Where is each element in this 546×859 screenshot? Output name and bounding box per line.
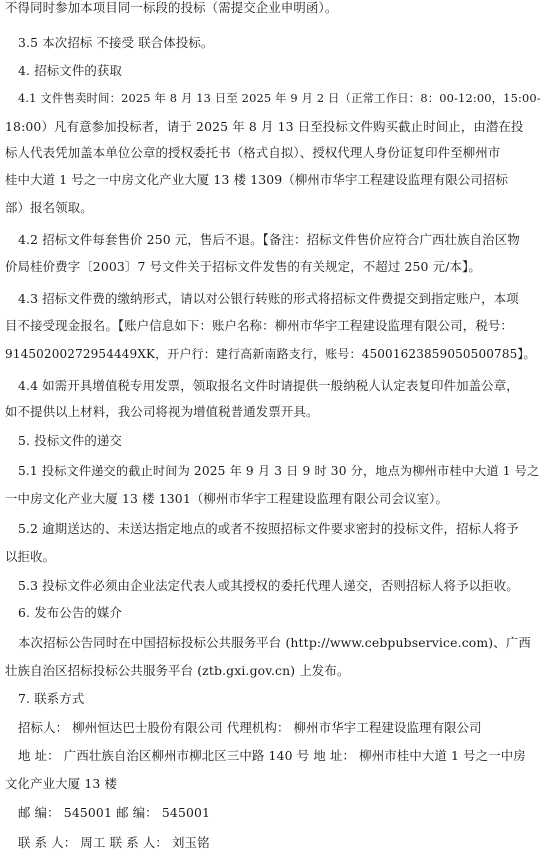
section-heading: 6. 发布公告的媒介	[18, 605, 122, 620]
text-line: 4.3 招标文件费的缴纳形式，请以对公银行转账的形式将招标文件费提交到指定账户，本项	[18, 291, 519, 306]
contact-row: 邮 编： 545001 邮 编： 545001	[18, 805, 211, 820]
text-line: 标人代表凭加盖本单位公章的授权委托书（格式自拟）、授权代理人身份证复印件至柳州市	[5, 145, 501, 160]
text-line: 部）报名领取。	[5, 200, 93, 215]
text-line: 如不提供以上材料，我公司将视为增值税普通发票开具。	[5, 404, 319, 419]
text-line: 以拒收。	[5, 549, 56, 564]
text-line: 本次招标公告同时在中国招标投标公共服务平台 (http://www.cebpubservice.com)、广西	[18, 635, 531, 650]
text-line: 91450200272954449XK，开户行：建行高新南路支行，账号：45001623859050500785】。	[5, 347, 536, 361]
contact-row: 地 址： 广西壮族自治区柳州市柳北区三中路 140 号 地 址： 柳州市桂中大道 1 号之一中房	[18, 748, 526, 763]
contact-row: 联 系 人： 周工 联 系 人： 刘玉铭	[18, 835, 210, 850]
section-heading: 3.5 本次招标 不接受 联合体投标。	[18, 35, 214, 50]
text-line: 价局桂价费字〔2003〕7 号文件关于招标文件发售的有关规定，不超过 250 元/本】。	[5, 259, 481, 274]
text-line: 5.2 逾期送达的、未送达指定地点的或者不按照招标文件要求密封的投标文件，招标人将予	[18, 521, 519, 536]
section-heading: 5. 投标文件的递交	[18, 433, 122, 448]
text-line: 目不接受现金报名。【账户信息如下：账户名称：柳州市华宇工程建设监理有限公司，税号：	[5, 318, 513, 333]
text-line: 4.1 文件售卖时间：2025 年 8 月 13 日至 2025 年 9 月 2 日（正常工作日：8：00-12:00，15:00-	[18, 91, 541, 105]
contact-row: 文化产业大厦 13 楼	[5, 776, 118, 791]
text-line: 4.4 如需开具增值税专用发票，领取报名文件时请提供一般纳税人认定表复印件加盖公章，	[18, 378, 519, 393]
text-line: 一中房文化产业大厦 13 楼 1301（柳州市华宇工程建设监理有限公司会议室）。	[5, 491, 449, 506]
section-heading: 4. 招标文件的获取	[18, 63, 122, 78]
text-line: 4.2 招标文件每套售价 250 元，售后不退。【备注：招标文件售价应符合广西壮族自治区物	[18, 232, 520, 247]
section-heading: 7. 联系方式	[18, 691, 85, 706]
text-line: 桂中大道 1 号之一中房文化产业大厦 13 楼 1309（柳州市华宇工程建设监理有限公司招标	[5, 172, 509, 187]
text-line: 18:00）凡有意参加投标者，请于 2025 年 8 月 13 日至投标文件购买截止时间止，由潜在投	[5, 119, 524, 134]
text-line: 5.1 投标文件递交的截止时间为 2025 年 9 月 3 日 9 时 30 分，地点为柳州市桂中大道 1 号之	[18, 464, 540, 478]
text-line: 壮族自治区招标投标公共服务平台 (ztb.gxi.gov.cn) 上发布。	[5, 663, 350, 678]
contact-row: 招标人： 柳州恒达巴士股份有限公司 代理机构： 柳州市华宇工程建设监理有限公司	[18, 720, 482, 735]
text-line: 不得同时参加本项目同一标段的投标（需提交企业申明函）。	[5, 0, 338, 15]
text-line: 5.3 投标文件必须由企业法定代表人或其授权的委托代理人递交，否则招标人将予以拒收。	[18, 578, 519, 593]
